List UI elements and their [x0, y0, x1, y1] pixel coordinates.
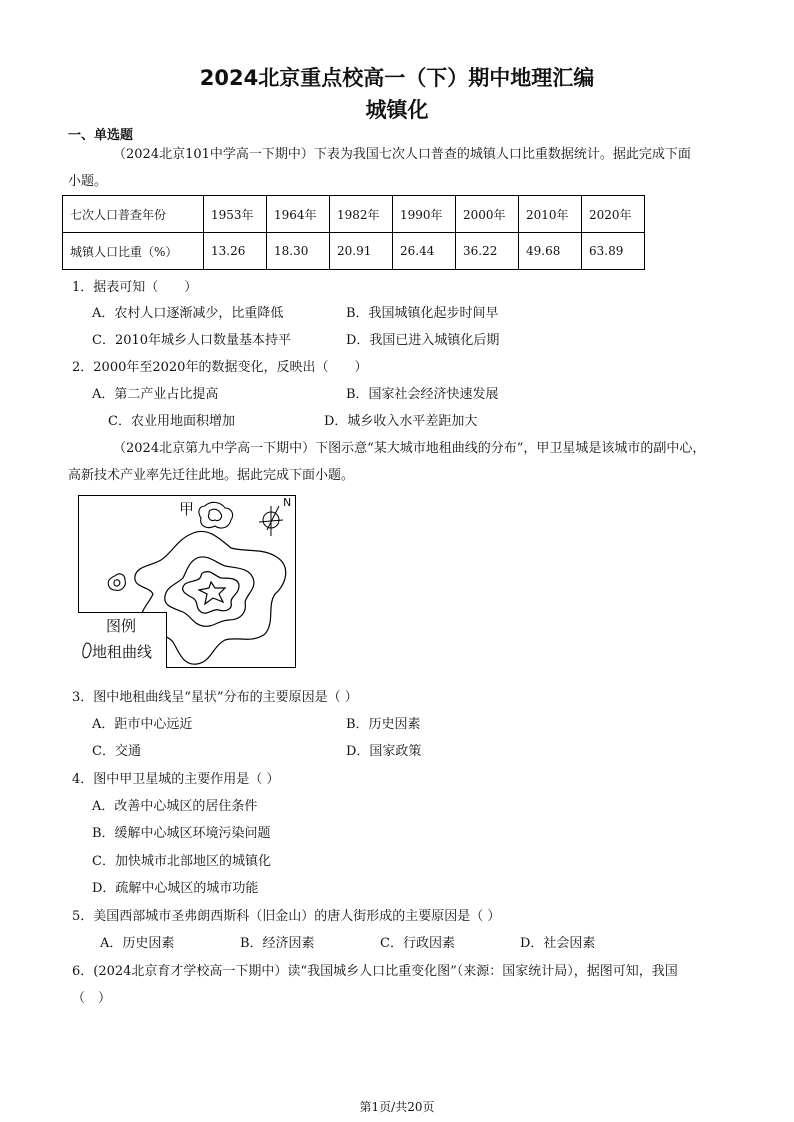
- table-cell: 18.30: [267, 233, 330, 270]
- table-row: [63, 196, 645, 233]
- label-north: N: [283, 496, 292, 509]
- q5-option-d[interactable]: D．社会因素: [520, 936, 596, 951]
- intro1-line2: 小题。: [68, 174, 108, 189]
- q4-option-d[interactable]: D．疏解中心城区的城市功能: [92, 881, 259, 896]
- table-cell: 1953年: [204, 196, 267, 233]
- north-arrow-icon: [259, 506, 283, 536]
- page-title: 2024北京重点校高一（下）期中地理汇编: [199, 66, 595, 90]
- table-cell: 63.89: [582, 233, 645, 270]
- table-cell: 26.44: [393, 233, 456, 270]
- q4-option-a[interactable]: A．改善中心城区的居住条件: [92, 799, 258, 814]
- q5-option-b[interactable]: B．经济因素: [240, 936, 315, 951]
- satellite-west-outer: [108, 574, 125, 590]
- q3-stem: 3．图中地租曲线呈“星状”分布的主要原因是（ ）: [72, 690, 358, 705]
- q1-stem: 1．据表可知（ ）: [72, 280, 198, 295]
- q3-option-b[interactable]: B．历史因素: [346, 717, 421, 732]
- q6-stem-line2: （ ）: [72, 991, 112, 1006]
- q1-option-a[interactable]: A．农村人口逐渐减少，比重降低: [92, 306, 284, 321]
- table-cell: 2000年: [456, 196, 519, 233]
- table-cell: 20.91: [330, 233, 393, 270]
- q2-option-b[interactable]: B．国家社会经济快速发展: [346, 387, 499, 402]
- map-legend: [78, 612, 167, 668]
- table-cell: 36.22: [456, 233, 519, 270]
- q5-option-c[interactable]: C．行政因素: [380, 936, 455, 951]
- table-row: [63, 233, 645, 270]
- legend-item-label: 地租曲线: [92, 643, 153, 661]
- section-heading: 一、单选题: [68, 128, 134, 143]
- q4-stem: 4．图中甲卫星城的主要作用是（ ）: [72, 772, 280, 787]
- table-header-cell: 城镇人口比重（%）: [63, 233, 204, 270]
- q3-option-a[interactable]: A．距市中心远近: [92, 717, 193, 732]
- label-jia: 甲: [179, 500, 195, 518]
- page-subtitle: 城镇化: [365, 98, 429, 122]
- table-cell: 1982年: [330, 196, 393, 233]
- q2-option-c[interactable]: C．农业用地面积增加: [108, 414, 235, 429]
- rent-curve-core: [199, 582, 225, 604]
- legend-title: 图例: [106, 617, 137, 635]
- q5-option-a[interactable]: A．历史因素: [100, 936, 175, 951]
- q2-option-d[interactable]: D．城乡收入水平差距加大: [324, 414, 478, 429]
- page-footer: 第1页/共20页: [359, 1100, 435, 1114]
- intro2-line2: 高新技术产业率先迁往此地。据此完成下面小题。: [68, 468, 355, 483]
- census-table: [62, 195, 645, 270]
- satellite-jia-outer: [199, 502, 233, 528]
- rent-curve-middle: [165, 557, 254, 626]
- q2-stem: 2．2000年至2020年的数据变化，反映出（ ）: [72, 360, 368, 375]
- table-cell: 1964年: [267, 196, 330, 233]
- table-cell: 2020年: [582, 196, 645, 233]
- q5-stem: 5．美国西部城市圣弗朗西斯科（旧金山）的唐人街形成的主要原因是（ ）: [72, 909, 501, 924]
- q2-option-a[interactable]: A．第二产业占比提高: [92, 387, 219, 402]
- q1-option-c[interactable]: C．2010年城乡人口数量基本持平: [92, 333, 292, 348]
- rent-curve-inner: [183, 572, 239, 614]
- q1-option-b[interactable]: B．我国城镇化起步时间早: [346, 306, 499, 321]
- satellite-west-inner: [114, 580, 120, 586]
- q3-option-c[interactable]: C．交通: [92, 744, 141, 759]
- q4-option-b[interactable]: B．缓解中心城区环境污染问题: [92, 826, 271, 841]
- q1-option-d[interactable]: D．我国已进入城镇化后期: [346, 333, 500, 348]
- table-cell: 2010年: [519, 196, 582, 233]
- land-rent-map: [78, 495, 296, 668]
- satellite-jia-inner: [208, 509, 221, 520]
- q4-option-c[interactable]: C．加快城市北部地区的城镇化: [92, 854, 271, 869]
- table-cell: 1990年: [393, 196, 456, 233]
- q6-stem-line1: 6．(2024北京育才学校高一下期中）读“我国城乡人口比重变化图”（来源：国家统计局），据图可知，我国: [72, 964, 678, 979]
- intro2-line1: （2024北京第九中学高一下期中）下图示意“某大城市地租曲线的分布”，甲卫星城是该城市的副中心，: [113, 441, 706, 456]
- table-cell: 49.68: [519, 233, 582, 270]
- table-header-cell: 七次人口普查年份: [63, 196, 204, 233]
- intro1-line1: （2024北京101中学高一下期中）下表为我国七次人口普查的城镇人口比重数据统计。据此完成下面: [113, 147, 691, 162]
- q3-option-d[interactable]: D．国家政策: [346, 744, 422, 759]
- table-cell: 13.26: [204, 233, 267, 270]
